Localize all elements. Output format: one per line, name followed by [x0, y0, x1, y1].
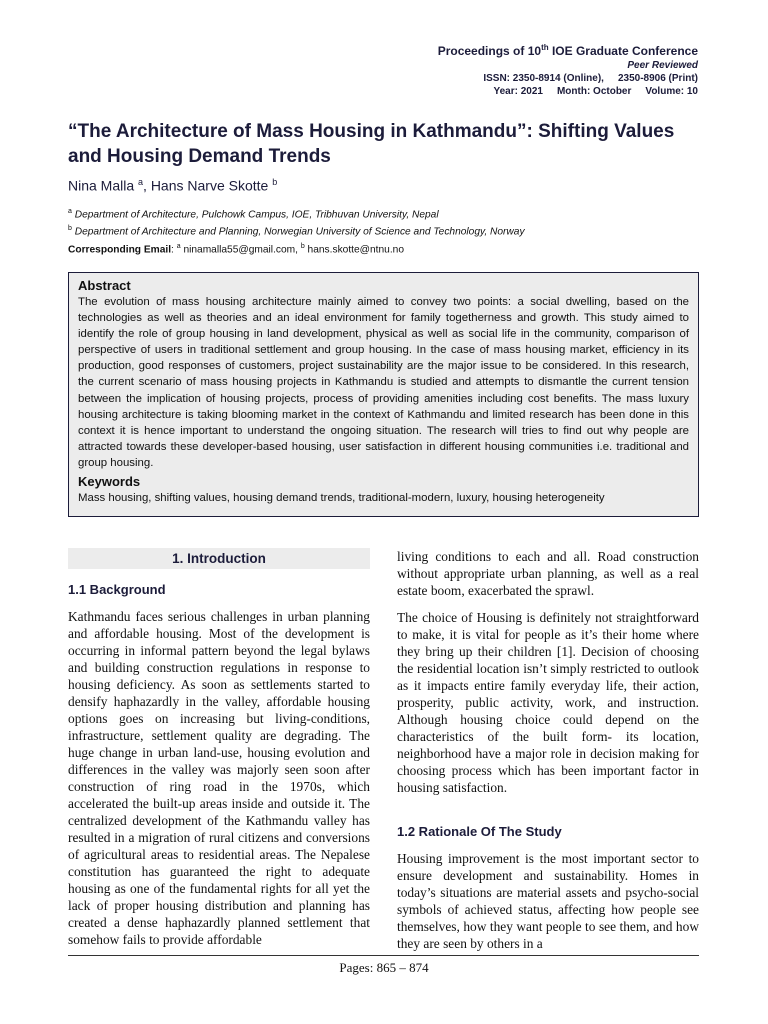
author-name: , Hans Narve Skotte	[143, 177, 273, 194]
rationale-subheading: 1.2 Rationale Of The Study	[397, 824, 562, 839]
page-range: Pages: 865 – 874	[339, 960, 429, 975]
right-column	[397, 548, 699, 952]
author-name: Nina Malla	[68, 177, 139, 194]
issn-line: ISSN: 2350-8914 (Online), 2350-8906 (Print)	[483, 73, 698, 84]
volume-line: Year: 2021 Month: October Volume: 10	[493, 86, 698, 97]
corresponding-email: Corresponding Email: $^a$ ninamalla55@gmail.com, $^b$ hans.skotte@ntnu.no	[68, 242, 404, 256]
keywords-heading: Keywords	[78, 474, 141, 490]
background-subheading: 1.1 Background	[68, 582, 166, 597]
author-list: Nina Malla $^a$, Hans Narve Skotte $^b$	[68, 177, 278, 194]
housing-choice-paragraph: The choice of Housing is definitely not straightforward to make, it is vital for people as it’s their home where they bring up their children [1]. Decision of choosing the residential location isn’t simply restricted to outlook as it impacts entire family everyday life, their action, prosperity, public activity, work, and instruction. Although housing choice could depend on the characteristics of the built form- its location, neighborhood have a major role in decision making for choosing process which has been important factor in housing satisfaction.	[397, 610, 699, 795]
affiliation-a: $^a$ Department of Architecture, Pulchowk Campus, IOE, Tribhuvan University, Nepal	[68, 208, 439, 221]
peer-reviewed-label: Peer Reviewed	[627, 60, 698, 71]
journal-header	[298, 40, 698, 98]
abstract-text: The evolution of mass housing architecture mainly aimed to convey two points: a social dwelling, based on the technologies as well as theories and an ideal environment for family togetherness and growth. This study aimed to identify the role of group housing in land development, physical as well as social life in the community, comparison of perspective of users in traditional settlement and group housing. In the case of mass housing market, efficiency in its production, good responses of customers, project sustainability are the major issue to be considered. In this research, the current scenario of mass housing projects in Kathmandu is studied and attempts to dismantle the current tension between the implication of housing projects, process of providing amenities including cost benefits. The mass luxury housing architecture is taking blooming market in the context of Kathmandu and limited research has been done in this context it is hence important to understand the ongoing situation. The research will tries to find out why people are attracted towards these developer-based housing, user satisfaction in different housing communities i.e. traditional and group housing.	[78, 296, 689, 469]
left-column	[68, 548, 370, 948]
footer-divider	[68, 955, 699, 956]
keywords-text: Mass housing, shifting values, housing demand trends, traditional-modern, luxury, housing heterogeneity	[78, 492, 605, 505]
affiliations	[68, 205, 708, 257]
abstract-box	[68, 272, 699, 517]
proceedings-title: Proceedings of 10th IOE Graduate Conference	[437, 43, 698, 58]
background-paragraph: Kathmandu faces serious challenges in urban planning and affordable housing. Most of the development is occurring in informal pattern beyond the legal bylaws and building construction regulations in response to housing deficiency. As soon as settlements started to densify haphazardly in the valley, affordable housing options goes on increasing but living-conditions, infrastructure, settlement quality are degrading. The huge change in urban land-use, housing evolution and differences in the valley was majorly seen soon after construction of ring road in the 1970s, which accelerated the built-up areas inside and outside it. The centralized development of the Kathmandu valley has resulted in a migration of rural citizens and conversions of agricultural areas to residential areas. The Nepalese constitution has guaranteed the right to adequate housing as one of the fundamental rights for all yet the lack of proper housing distribution and planning has created a dense haphazardly planned settlement that somehow fails to provide affordable	[68, 609, 370, 947]
paper-title: “The Architecture of Mass Housing in Kathmandu”: Shifting Values and Housing Demand Trends	[68, 121, 675, 167]
email-link-a[interactable]: ninamalla55@gmail.com,	[180, 244, 301, 256]
abstract-heading: Abstract	[78, 278, 131, 293]
background-paragraph-continued: living conditions to each and all. Road construction without appropriate urban planning, as well as a real estate boom, exacerbated the sprawl.	[397, 549, 699, 598]
email-link-b[interactable]: hans.skotte@ntnu.no	[304, 244, 404, 256]
affiliation-b: $^b$ Department of Architecture and Planning, Norwegian University of Science and Technology, Norway	[68, 225, 525, 238]
rationale-paragraph: Housing improvement is the most important sector to ensure development and sustainability. Homes in today’s situations are material assets and psycho-social symbols of achieved status, affecting how people see themselves, how they want people to see them, and how they are seen by others in a	[397, 851, 699, 951]
introduction-heading: 1. Introduction	[68, 548, 370, 569]
